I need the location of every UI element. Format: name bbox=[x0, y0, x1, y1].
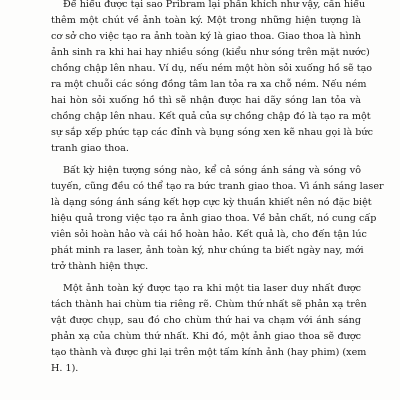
text-line: chồng chập lên nhau. Kết quả của sự chồng chập đó là tạo ra một bbox=[51, 111, 371, 122]
text-line: ảnh sinh ra khi hai hay nhiều sóng (kiểu như sóng trên mặt nước) bbox=[51, 47, 370, 58]
paragraph-laser-waves bbox=[51, 163, 384, 275]
text-line: phát minh ra laser, ảnh toàn ký, như chúng ta biết ngày nay, mới bbox=[51, 245, 364, 256]
text-line: là dạng sóng ánh sáng kết hợp cực kỳ thuần khiết nên nó đặc biệt bbox=[51, 197, 372, 208]
text-line: viên sỏi hoàn hảo và cái hồ hoàn hảo. Kết quả là, cho đến tận lúc bbox=[51, 229, 367, 240]
text-line: chồng chập lên nhau. Ví dụ, nếu ném một hòn sỏi xuống hồ sẽ tạo bbox=[51, 63, 373, 74]
text-line: tách thành hai chùm tia riêng rẽ. Chùm thứ nhất sẽ phản xạ trên bbox=[51, 299, 367, 310]
text-line: sự sắp xếp phức tạp các đỉnh và bụng sóng xen kẽ nhau gọi là bức bbox=[51, 127, 373, 138]
text-line: cơ sở cho việc tạo ra ảnh toàn ký là giao thoa. Giao thoa là hình bbox=[51, 31, 361, 42]
text-line: hiệu quả trong việc tạo ra ảnh giao thoa. Về bản chất, nó cung cấp bbox=[51, 213, 377, 224]
text-line: hai hòn sỏi xuống hồ thì sẽ nhận được hai dãy sóng lan tỏa và bbox=[51, 95, 361, 106]
text-line: tranh giao thoa. bbox=[51, 143, 129, 154]
body-text bbox=[51, 0, 384, 377]
text-line: trở thành hiện thực. bbox=[51, 261, 149, 272]
text-line: vật được chụp, sau đó cho chùm thứ hai va chạm với ánh sáng bbox=[51, 315, 361, 326]
text-line: ra một chuỗi các sóng đồng tâm lan tỏa ra xa chỗ ném. Nếu ném bbox=[51, 79, 367, 90]
paragraph-interference-intro bbox=[51, 0, 373, 157]
text-line: tuyến, cũng đều có thể tạo ra bức tranh giao thoa. Vì ánh sáng laser bbox=[51, 181, 384, 192]
text-line: Bất kỳ hiện tượng sóng nào, kể cả sóng ánh sáng và sóng vô bbox=[63, 165, 361, 176]
text-line: H. 1). bbox=[51, 363, 79, 374]
text-line: Một ảnh toàn ký được tạo ra khi một tia laser duy nhất được bbox=[63, 283, 361, 294]
paragraph-hologram-creation bbox=[51, 281, 367, 377]
text-line: phản xạ của chùm thứ nhất. Khi đó, một ảnh giao thoa sẽ được bbox=[51, 331, 361, 342]
text-line: Để hiểu được tại sao Pribram lại phấn khích như vậy, cần hiểu bbox=[63, 0, 366, 10]
text-line: thêm một chút về ảnh toàn ký. Một trong những hiện tượng là bbox=[51, 15, 361, 26]
text-line: tạo thành và được ghi lại trên một tấm kính ảnh (hay phim) (xem bbox=[51, 347, 367, 358]
